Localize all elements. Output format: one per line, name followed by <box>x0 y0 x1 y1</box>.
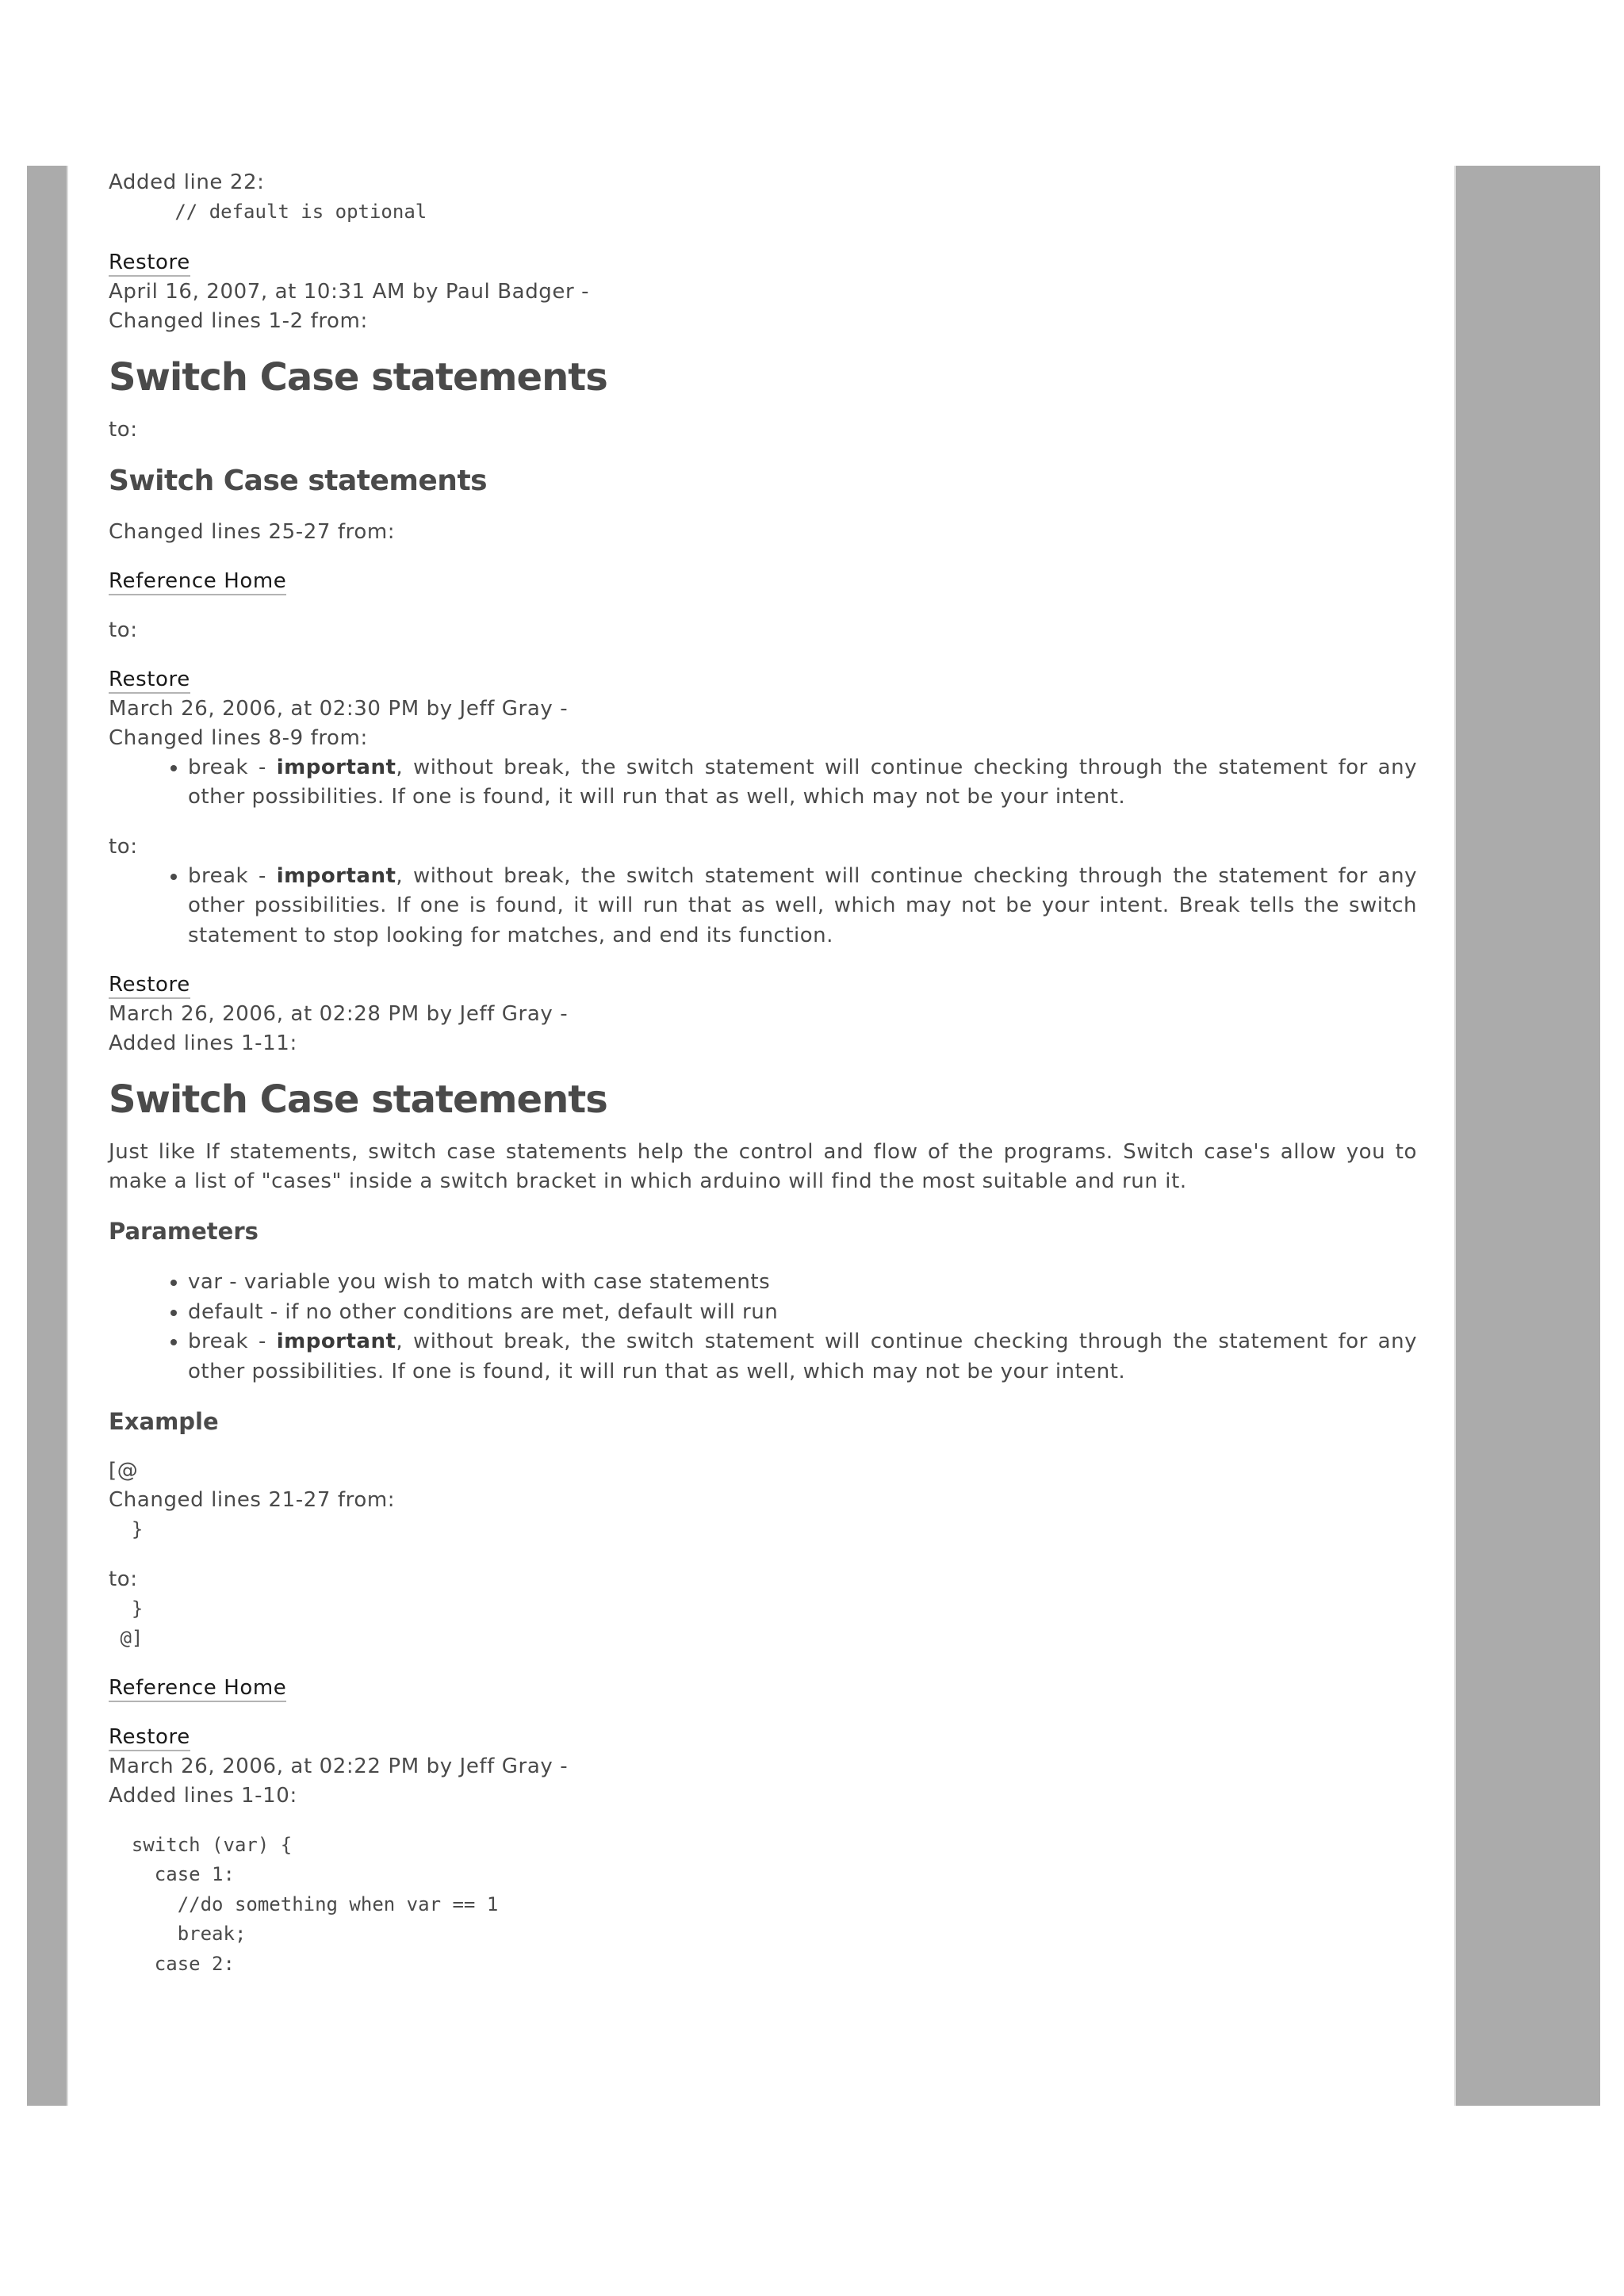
code-line: switch (var) { <box>109 1833 293 1856</box>
code-line: case 1: <box>109 1863 235 1885</box>
right-margin-bar <box>1454 166 1600 2106</box>
restore-link[interactable]: Restore <box>109 251 190 277</box>
diff-to-label: to: <box>109 834 138 859</box>
restore-link[interactable]: Restore <box>109 1725 190 1751</box>
page-title: Switch Case statements <box>109 1077 607 1122</box>
code-line: } <box>109 1597 144 1620</box>
restore-link[interactable]: Restore <box>109 973 190 999</box>
diff-list-to <box>109 862 1417 951</box>
example-heading: Example <box>109 1408 219 1435</box>
diff-summary: Changed lines 25-27 from: <box>109 519 396 544</box>
list-item: • var - variable you wish to match with case statements <box>188 1268 1417 1298</box>
reference-home-link[interactable]: Reference Home <box>109 1676 286 1702</box>
diff-heading-from: Switch Case statements <box>109 354 607 400</box>
list-item: • break - important, without break, the switch statement will continue checking through the statement for any other possibilities. If one is found, it will run that as well, which may not be your intent. Break tells the switch statement to stop looking for matches, and end its function. <box>188 862 1417 951</box>
diff-summary: Changed lines 1-2 from: <box>109 308 368 333</box>
code-block <box>109 1831 1417 1980</box>
code-line: // default is optional <box>140 201 427 223</box>
revision-meta: March 26, 2006, at 02:30 PM by Jeff Gray - <box>109 696 569 721</box>
diff-summary: Added lines 1-10: <box>109 1783 297 1808</box>
reference-home-link[interactable]: Reference Home <box>109 569 286 595</box>
diff-summary: Changed lines 21-27 from: <box>109 1488 396 1512</box>
diff-list-from <box>109 753 1417 813</box>
list-item: • break - important, without break, the switch statement will continue checking through the statement for any other possibilities. If one is found, it will run that as well, which may not be your intent. <box>188 1327 1417 1387</box>
diff-summary: Added lines 1-11: <box>109 1031 297 1055</box>
list-item: • default - if no other conditions are met, default will run <box>188 1298 1417 1328</box>
code-line: } <box>109 1518 144 1540</box>
parameters-heading: Parameters <box>109 1218 259 1245</box>
code-line: case 2: <box>109 1952 235 1975</box>
revision-meta: March 26, 2006, at 02:28 PM by Jeff Gray - <box>109 1002 569 1026</box>
page-history-content <box>109 168 1417 1979</box>
diff-heading-to: Switch Case statements <box>109 464 488 497</box>
code-marker: @] <box>109 1627 144 1649</box>
restore-link[interactable]: Restore <box>109 668 190 694</box>
parameters-list <box>109 1268 1417 1387</box>
diff-to-label: to: <box>109 417 138 442</box>
diff-to-label: to: <box>109 1567 138 1591</box>
diff-to-label: to: <box>109 618 138 642</box>
revision-meta: April 16, 2007, at 10:31 AM by Paul Badger - <box>109 279 590 304</box>
code-line: break; <box>109 1923 247 1945</box>
list-item: • break - important, without break, the switch statement will continue checking through the statement for any other possibilities. If one is found, it will run that as well, which may not be your intent. <box>188 753 1417 813</box>
intro-paragraph: Just like If statements, switch case statements help the control and flow of the programs. Switch case's allow you to make a list of "cases" inside a switch bracket in which arduino will find the most suitable and run it. <box>109 1140 1417 1193</box>
diff-summary: Added line 22: <box>109 170 265 194</box>
code-marker: [@ <box>109 1459 139 1483</box>
diff-summary: Changed lines 8-9 from: <box>109 725 368 750</box>
left-margin-bar <box>27 166 68 2106</box>
revision-meta: March 26, 2006, at 02:22 PM by Jeff Gray - <box>109 1754 569 1778</box>
code-line: //do something when var == 1 <box>109 1892 499 1915</box>
